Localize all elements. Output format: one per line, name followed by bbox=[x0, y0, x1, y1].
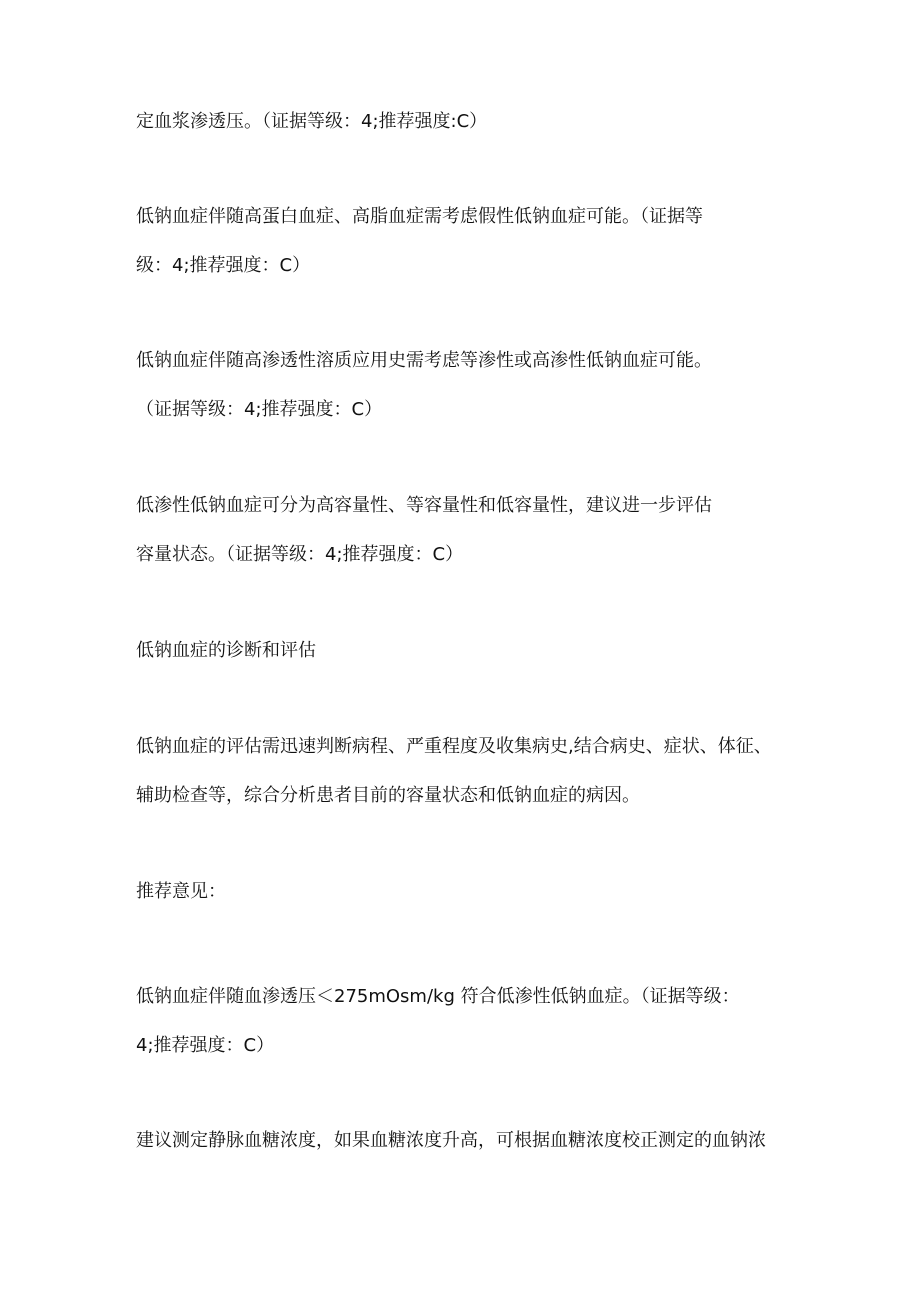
text-line: 定血浆渗透压。（证据等级：4;推荐强度:C） bbox=[136, 111, 488, 132]
text-line: 建议测定静脉血糖浓度，如果血糖浓度升高，可根据血糖浓度校正测定的血钠浓 bbox=[136, 1130, 766, 1151]
section-heading: 低钠血症的诊断和评估 bbox=[136, 640, 316, 661]
text-line: 容量状态。（证据等级：4;推荐强度：C） bbox=[136, 544, 464, 565]
text-line: 低钠血症伴随高渗透性溶质应用史需考虑等渗性或高渗性低钠血症可能。 bbox=[136, 350, 712, 371]
text-line: 低渗性低钠血症可分为高容量性、等容量性和低容量性，建议进一步评估 bbox=[136, 495, 712, 516]
text-line: （证据等级：4;推荐强度：C） bbox=[136, 399, 383, 420]
text-line: 低钠血症伴随高蛋白血症、高脂血症需考虑假性低钠血症可能。（证据等 bbox=[136, 206, 703, 227]
text-line: 低钠血症伴随血渗透压＜275mOsm/kg 符合低渗性低钠血症。（证据等级： bbox=[136, 986, 740, 1007]
text-line: 4;推荐强度：C） bbox=[136, 1035, 275, 1056]
subheading: 推荐意见： bbox=[136, 881, 226, 902]
text-line: 辅助检查等，综合分析患者目前的容量状态和低钠血症的病因。 bbox=[136, 785, 640, 806]
text-line: 低钠血症的评估需迅速判断病程、严重程度及收集病史,结合病史、症状、体征、 bbox=[136, 736, 772, 757]
text-line: 级：4;推荐强度：C） bbox=[136, 255, 311, 276]
